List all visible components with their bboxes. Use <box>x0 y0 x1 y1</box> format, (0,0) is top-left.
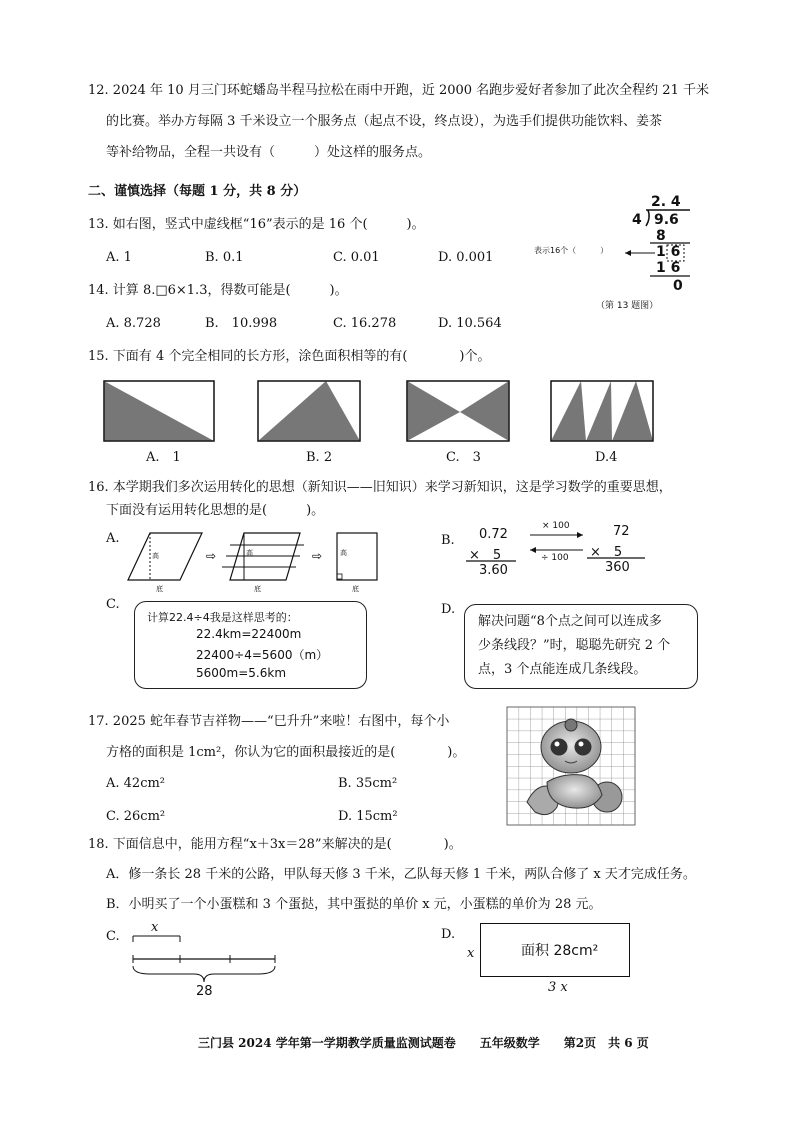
q14-option-a: A. 8.728 <box>106 316 161 331</box>
q16-option-a-label: A. <box>106 531 120 546</box>
q12-line3: 等补给物品，全程一共设有（ ）处这样的服务点。 <box>106 145 432 160</box>
q18-c-x-label: x <box>151 920 159 935</box>
svg-text:⇨: ⇨ <box>312 549 323 563</box>
q16-a-height-label-2: 高 <box>246 549 253 557</box>
division-caption: （第 13 题图） <box>596 301 659 311</box>
q16-a-height-label-1: 高 <box>152 552 159 560</box>
q16-option-c-label: C. <box>106 597 120 612</box>
q16-b-m1: × 5 <box>469 548 502 563</box>
section-heading: 二、谨慎选择（每题 1 分，共 8 分） <box>88 184 307 199</box>
q16-option-b-label: B. <box>441 533 455 548</box>
q17-line2: 方格的面积是 1cm²，你认为它的面积最接近的是( )。 <box>106 745 466 760</box>
q18-d-side: x <box>467 946 475 961</box>
q16-d-line1: 解决问题“8个点之间可以连成多 <box>478 614 662 629</box>
q16-b-r1: 3.60 <box>479 563 508 578</box>
q16-line1: 16. 本学期我们多次运用转化的思想（新知识——旧知识）来学习新知识，这是学习数学的重要思想， <box>88 480 672 495</box>
q14-option-d: D. 10.564 <box>438 316 502 331</box>
division-divisor: 4 <box>632 212 642 228</box>
q16-b-arrow-top: × 100 <box>542 521 570 531</box>
q18-option-b: B．小明买了一个小蛋糕和 3 个蛋挞，其中蛋挞的单价 x 元，小蛋糕的单价为 28 元。 <box>106 897 602 912</box>
q13-option-a: A. 1 <box>106 250 132 265</box>
q16-c-line3: 5600m=5.6km <box>196 666 287 680</box>
q16-c-line1: 22.4km=22400m <box>196 627 302 641</box>
q18-d-bottom: 3 x <box>548 980 568 995</box>
q16-b-n2: 72 <box>613 524 630 539</box>
q13-option-c: C. 0.01 <box>333 250 380 265</box>
q17-line1: 17. 2025 蛇年春节吉祥物——“巳升升”来啦！右图中，每个小 <box>88 714 450 729</box>
q12-line2: 的比赛。举办方每隔 3 千米设立一个服务点（起点不设，终点设），为选手们提供功能饮料、姜茶 <box>106 114 663 129</box>
q16-line2: 下面没有运用转化思想的是( )。 <box>106 503 325 518</box>
q13-stem: 13. 如右图，竖式中虚线框“16”表示的是 16 个( )。 <box>88 217 425 232</box>
q17-option-b: B. 35cm² <box>338 776 398 791</box>
q16-a-base-label-1: 底 <box>156 585 163 593</box>
division-annotation: 表示16个（ ） <box>534 246 609 255</box>
q18-stem: 18. 下面信息中，能用方程“x＋3x＝28”来解决的是( )。 <box>88 837 462 852</box>
q16-d-line2: 少条线段？”时，聪聪先研究 2 个 <box>478 638 671 653</box>
division-row3: 1 6 <box>656 260 681 276</box>
q17-option-d: D. 15cm² <box>338 809 398 824</box>
q18-d-label: D. <box>441 927 456 942</box>
q18-c-total: 28 <box>196 984 213 999</box>
q14-option-c: C. 16.278 <box>333 316 397 331</box>
division-dividend: 9.6 <box>654 212 679 228</box>
q16-c-title: 计算22.4÷4我是这样思考的： <box>147 611 298 624</box>
q16-c-line2: 22400÷4=5600（m） <box>196 648 329 662</box>
q15-stem: 15. 下面有 4 个完全相同的长方形，涂色面积相等的有( )个。 <box>88 349 491 364</box>
q15-option-a: A. 1 <box>146 450 181 465</box>
q12-line1: 12. 2024 年 10 月三门环蛇蟠岛半程马拉松在雨中开跑，近 2000 名跑步爱好者参加了此次全程约 21 千米 <box>88 83 709 98</box>
page-footer: 三门县 2024 学年第一学期教学质量监测试题卷 五年级数学 第2页 共 6 页 <box>198 1036 649 1050</box>
q16-d-line3: 点，3 个点能连成几条线段。 <box>478 662 647 677</box>
q13-option-d: D. 0.001 <box>438 250 494 265</box>
q16-a-height-label-3: 高 <box>340 549 347 557</box>
q18-d-area: 面积 28cm² <box>521 943 599 959</box>
q16-b-m2: × 5 <box>590 545 623 560</box>
q15-option-b: B. 2 <box>306 450 333 465</box>
q14-option-b: B. 10.998 <box>205 316 278 331</box>
q15-option-c: C. 3 <box>446 450 481 465</box>
q13-option-b: B. 0.1 <box>205 250 244 265</box>
q18-option-a: A．修一条长 28 千米的公路，甲队每天修 3 千米，乙队每天修 1 千米，两队合修了 x 天才完成任务。 <box>106 867 696 882</box>
q14-stem: 14. 计算 8.□6×1.3，得数可能是( )。 <box>88 283 348 298</box>
q18-c-label: C. <box>106 929 120 944</box>
division-remainder: 0 <box>673 278 683 294</box>
division-row2: 1 6 <box>656 244 681 260</box>
q16-a-base-label-2: 底 <box>254 585 261 593</box>
division-row1: 8 <box>656 228 666 244</box>
q17-option-a: A. 42cm² <box>106 776 166 791</box>
svg-text:⇨: ⇨ <box>206 549 217 563</box>
q15-option-d: D.4 <box>595 450 618 465</box>
q17-option-c: C. 26cm² <box>106 809 166 824</box>
q16-b-r2: 360 <box>605 560 630 575</box>
q16-b-n1: 0.72 <box>479 527 508 542</box>
q16-option-d-label: D. <box>441 602 456 617</box>
division-quotient: 2. 4 <box>651 194 681 210</box>
q16-b-arrow-bottom: ÷ 100 <box>541 553 569 563</box>
q16-a-base-label-3: 底 <box>352 585 359 593</box>
